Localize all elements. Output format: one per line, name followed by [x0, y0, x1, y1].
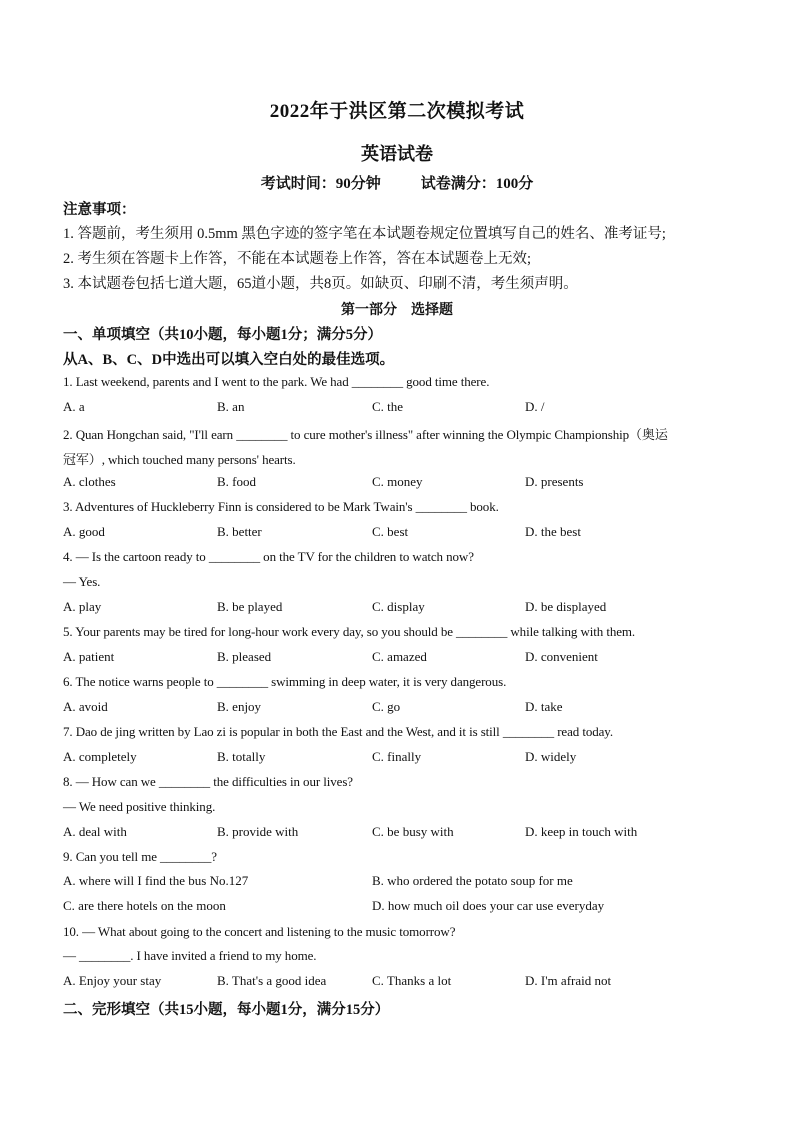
option-a: A. where will I find the bus No.127 — [63, 873, 249, 888]
option-d: D. take — [525, 699, 563, 714]
option-d: D. be displayed — [525, 599, 607, 614]
option-d: D. widely — [525, 749, 577, 764]
question-stem: 1. Last weekend, parents and I went to the park. We had ________ good time there. — [63, 374, 490, 389]
exam-info — [0, 172, 794, 193]
option-c: C. finally — [372, 749, 422, 764]
part-title: 选择题 — [411, 303, 453, 318]
option-a: A. Enjoy your stay — [63, 973, 162, 988]
option-b: B. provide with — [217, 824, 299, 839]
exam-score: 试卷满分：100分 — [420, 176, 534, 192]
question-stem: 8. — How can we ________ the difficulties in our lives? — [63, 774, 353, 789]
option-c: C. amazed — [372, 649, 427, 664]
option-b: B. an — [217, 399, 245, 414]
option-c: C. display — [372, 599, 425, 614]
exam-subtitle: 英语试卷 — [361, 144, 433, 164]
option-d: D. / — [525, 399, 545, 414]
part-heading — [0, 299, 794, 319]
option-a: A. completely — [63, 749, 137, 764]
question-answer-line: — We need positive thinking. — [63, 799, 216, 814]
option-d: D. convenient — [525, 649, 598, 664]
part-name: 第一部分 — [341, 303, 397, 318]
option-b: B. food — [217, 474, 256, 489]
option-b: B. That's a good idea — [217, 973, 327, 988]
section-heading: 二、完形填空（共15小题，每小题1分，满分15分） — [63, 1002, 390, 1018]
question-stem: 6. The notice warns people to ________ swimming in deep water, it is very dangerous. — [63, 674, 507, 689]
option-a: A. patient — [63, 649, 115, 664]
question-answer-line: — Yes. — [63, 574, 101, 589]
option-d: D. presents — [525, 474, 584, 489]
option-c: C. be busy with — [372, 824, 454, 839]
notice-item: 2. 考生须在答题卡上作答，不能在本试题卷上作答，答在本试题卷上无效; — [63, 251, 532, 267]
option-b: B. be played — [217, 599, 283, 614]
option-b: B. enjoy — [217, 699, 262, 714]
option-c: C. best — [372, 524, 409, 539]
option-a: A. a — [63, 399, 85, 414]
option-c: C. the — [372, 399, 404, 414]
option-d: D. how much oil does your car use everyday — [372, 898, 605, 913]
option-a: A. deal with — [63, 824, 127, 839]
question-stem: 4. — Is the cartoon ready to ________ on the TV for the children to watch now? — [63, 549, 474, 564]
question-stem: 3. Adventures of Huckleberry Finn is considered to be Mark Twain's ________ book. — [63, 499, 499, 514]
exam-title: 2022年于洪区第二次模拟考试 — [269, 101, 525, 122]
notice-heading: 注意事项： — [63, 202, 136, 218]
question-stem: 7. Dao de jing written by Lao zi is popular in both the East and the West, and it is still ________ read today. — [63, 724, 614, 739]
question-stem: 2. Quan Hongchan said, "I'll earn ________ to cure mother's illness" after winning the Olympic Championship（奥运 — [63, 427, 668, 442]
option-d: D. keep in touch with — [525, 824, 638, 839]
notice-item: 3. 本试题卷包括七道大题，65道小题，共8页。如缺页、印刷不清，考生须声明。 — [63, 276, 578, 292]
option-a: A. good — [63, 524, 105, 539]
question-stem: 9. Can you tell me ________? — [63, 849, 217, 864]
option-b: B. better — [217, 524, 262, 539]
option-a: A. clothes — [63, 474, 116, 489]
option-b: B. who ordered the potato soup for me — [372, 873, 573, 888]
option-c: C. Thanks a lot — [372, 973, 452, 988]
question-stem-cont: 冠军）, which touched many persons' hearts. — [63, 452, 296, 467]
option-a: A. play — [63, 599, 102, 614]
notice-item: 1. 答题前，考生须用 0.5mm 黑色字迹的签字笔在本试题卷规定位置填写自己的姓名、准考证号; — [63, 226, 666, 242]
option-b: B. pleased — [217, 649, 272, 664]
option-b: B. totally — [217, 749, 266, 764]
option-d: D. I'm afraid not — [525, 973, 612, 988]
question-stem: 10. — What about going to the concert and listening to the music tomorrow? — [63, 924, 456, 939]
question-answer-line: — ________. I have invited a friend to my home. — [63, 948, 317, 963]
option-d: D. the best — [525, 524, 581, 539]
option-c: C. are there hotels on the moon — [63, 898, 226, 913]
option-a: A. avoid — [63, 699, 108, 714]
option-c: C. go — [372, 699, 401, 714]
question-stem: 5. Your parents may be tired for long-hour work every day, so you should be ________ while talking with them. — [63, 624, 636, 639]
option-c: C. money — [372, 474, 423, 489]
section-heading: 一、单项填空（共10小题，每小题1分；满分5分） — [63, 327, 382, 343]
exam-time: 考试时间：90分钟 — [260, 176, 381, 192]
section-instruction: 从A、B、C、D中选出可以填入空白处的最佳选项。 — [63, 352, 395, 368]
